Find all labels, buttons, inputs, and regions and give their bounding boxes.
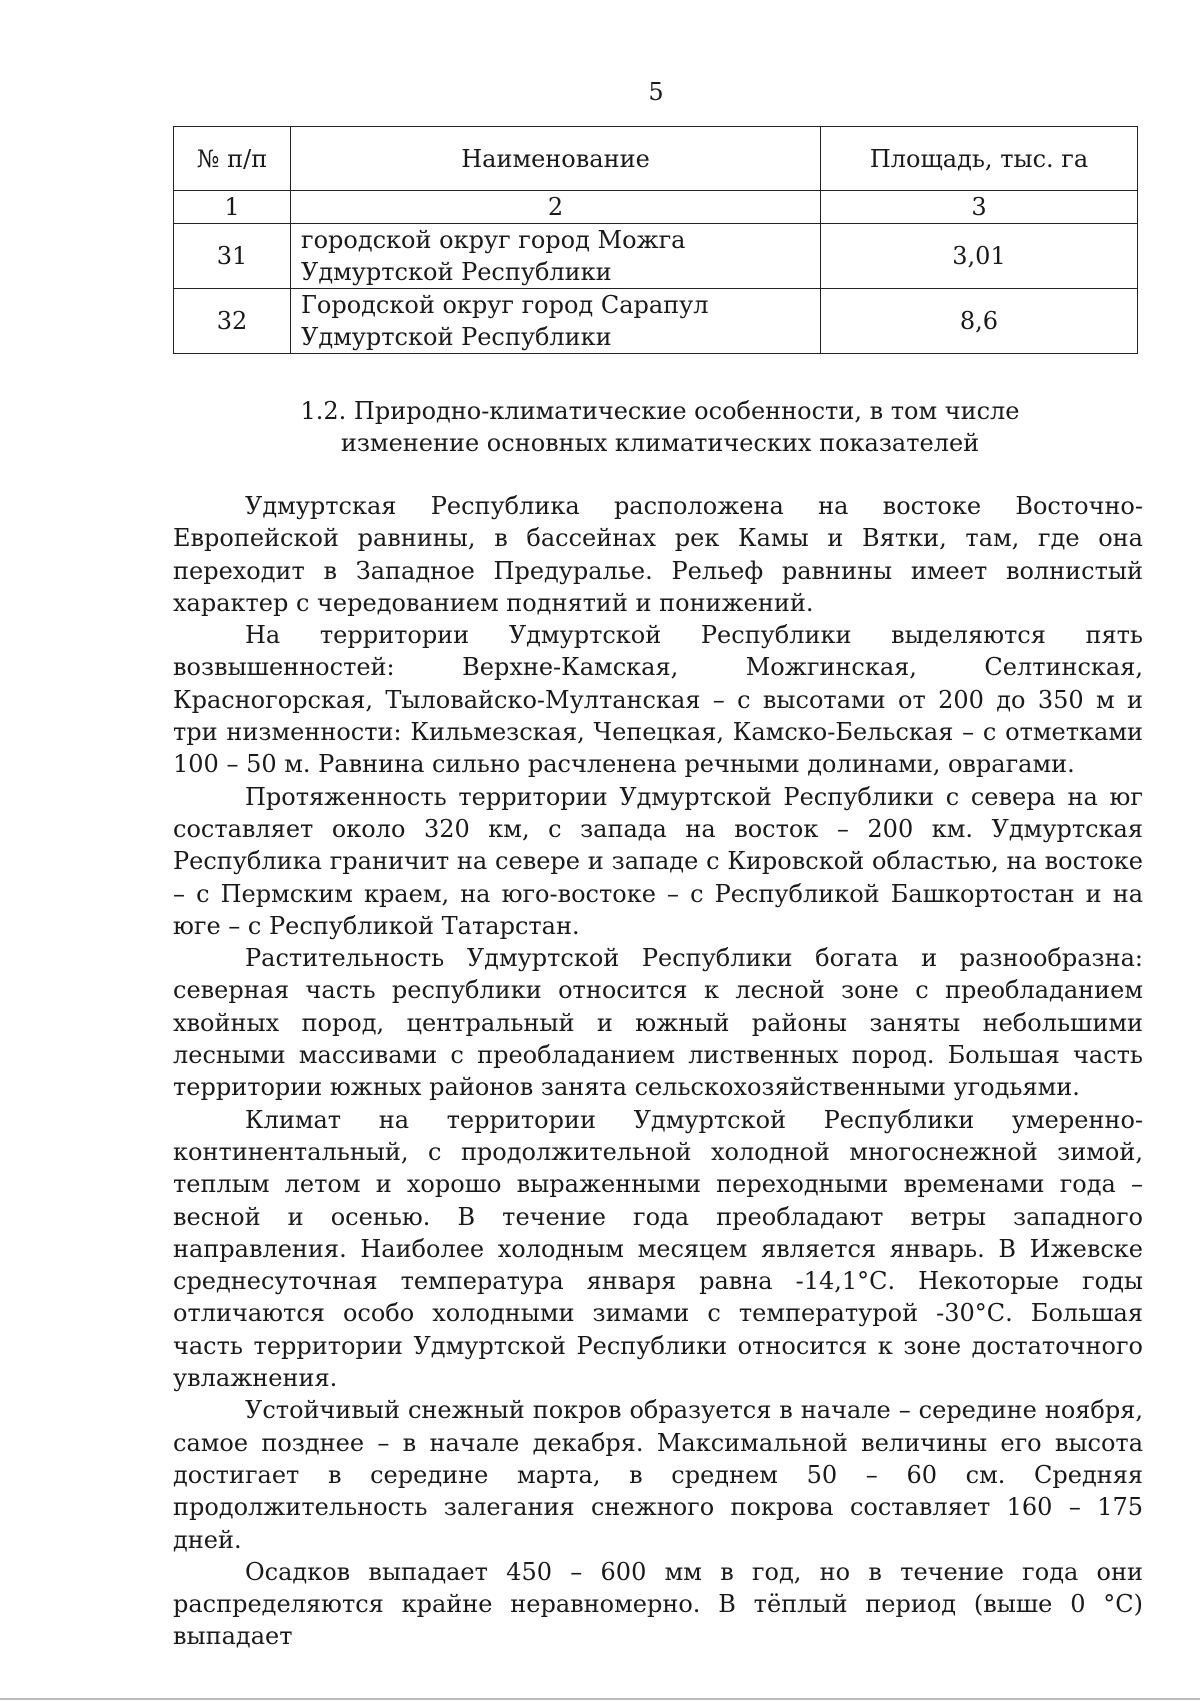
paragraph: На территории Удмуртской Республики выделяются пять возвышенностей: Верхне-Камская, Можгинская, Селтинская, Красногорская, Тыловайско-Мултанская – с высотами от 200 до 350 м и три низменности: Кильмезская, Чепецкая, Камско-Бельская – с отметками 100 – 50 м. Равнина сильно расчленена речными долинами, оврагами. bbox=[173, 621, 1143, 779]
row-area: 3,01 bbox=[821, 224, 1138, 289]
paragraph: Удмуртская Республика расположена на востоке Восточно-Европейской равнины, в бассейнах рек Камы и Вятки, там, где она переходит в Западное Предуралье. Рельеф равнины имеет волнистый характер с чередованием поднятий и понижений. bbox=[173, 492, 1143, 617]
header-area: Площадь, тыс. га bbox=[821, 127, 1138, 191]
paragraph: Устойчивый снежный покров образуется в начале – середине ноября, самое позднее – в начале декабря. Максимальной величины его высота достигает в середине марта, в среднем 50 – 60 см. Средняя продолжительность залегания снежного покрова составляет 160 – 175 дней. bbox=[173, 1396, 1143, 1554]
paragraph: Протяженность территории Удмуртской Республики с севера на юг составляет около 320 км, с запада на восток – 200 км. Удмуртская Республика граничит на севере и западе с Кировской областью, на востоке – с Пермским краем, на юго-востоке – с Республикой Башкортостан и на юге – с Республикой Татарстан. bbox=[173, 782, 1143, 940]
row-name: городской округ город Можга Удмуртской Республики bbox=[291, 224, 821, 289]
table-row bbox=[174, 289, 1138, 354]
row-area: 8,6 bbox=[821, 289, 1138, 354]
column-number-3: 3 bbox=[821, 191, 1138, 224]
page-number: 5 bbox=[648, 78, 664, 106]
area-table bbox=[173, 126, 1138, 354]
section-heading-line-1: 1.2. Природно-климатические особенности, в том числе bbox=[300, 397, 1020, 425]
paragraph: Климат на территории Удмуртской Республики умеренно-континентальный, с продолжительной холодной многоснежной зимой, теплым летом и хорошо выраженными переходными временами года – весной и осенью. В течение года преобладают ветры западного направления. Наиболее холодным месяцем является январь. В Ижевске среднесуточная температура января равна -14,1°С. Некоторые годы отличаются особо холодными зимами с температурой -30°С. Большая часть территории Удмуртской Республики относится к зоне достаточного увлажнения. bbox=[173, 1105, 1143, 1393]
table-column-numbers-row bbox=[174, 191, 1138, 224]
column-number-1: 1 bbox=[174, 191, 291, 224]
row-number: 32 bbox=[174, 289, 291, 354]
section-heading-line-2: изменение основных климатических показателей bbox=[340, 429, 980, 457]
column-number-2: 2 bbox=[291, 191, 821, 224]
body-text bbox=[173, 490, 1143, 1653]
paragraph: Осадков выпадает 450 – 600 мм в год, но в течение года они распределяются крайне неравномерно. В тёплый период (выше 0 °С) выпадает bbox=[173, 1557, 1143, 1651]
section-heading bbox=[270, 395, 1050, 459]
header-name: Наименование bbox=[291, 127, 821, 191]
table-header-row bbox=[174, 127, 1138, 191]
row-name: Городской округ город Сарапул Удмуртской Республики bbox=[291, 289, 821, 354]
table-row bbox=[174, 224, 1138, 289]
row-number: 31 bbox=[174, 224, 291, 289]
paragraph: Растительность Удмуртской Республики богата и разнообразна: северная часть республики относится к лесной зоне с преобладанием хвойных пород, центральный и южный районы заняты небольшими лесными массивами с преобладанием лиственных пород. Большая часть территории южных районов занята сельскохозяйственными угодьями. bbox=[173, 944, 1143, 1102]
header-number: № п/п bbox=[174, 127, 291, 191]
scan-bottom-edge bbox=[0, 1698, 1200, 1700]
